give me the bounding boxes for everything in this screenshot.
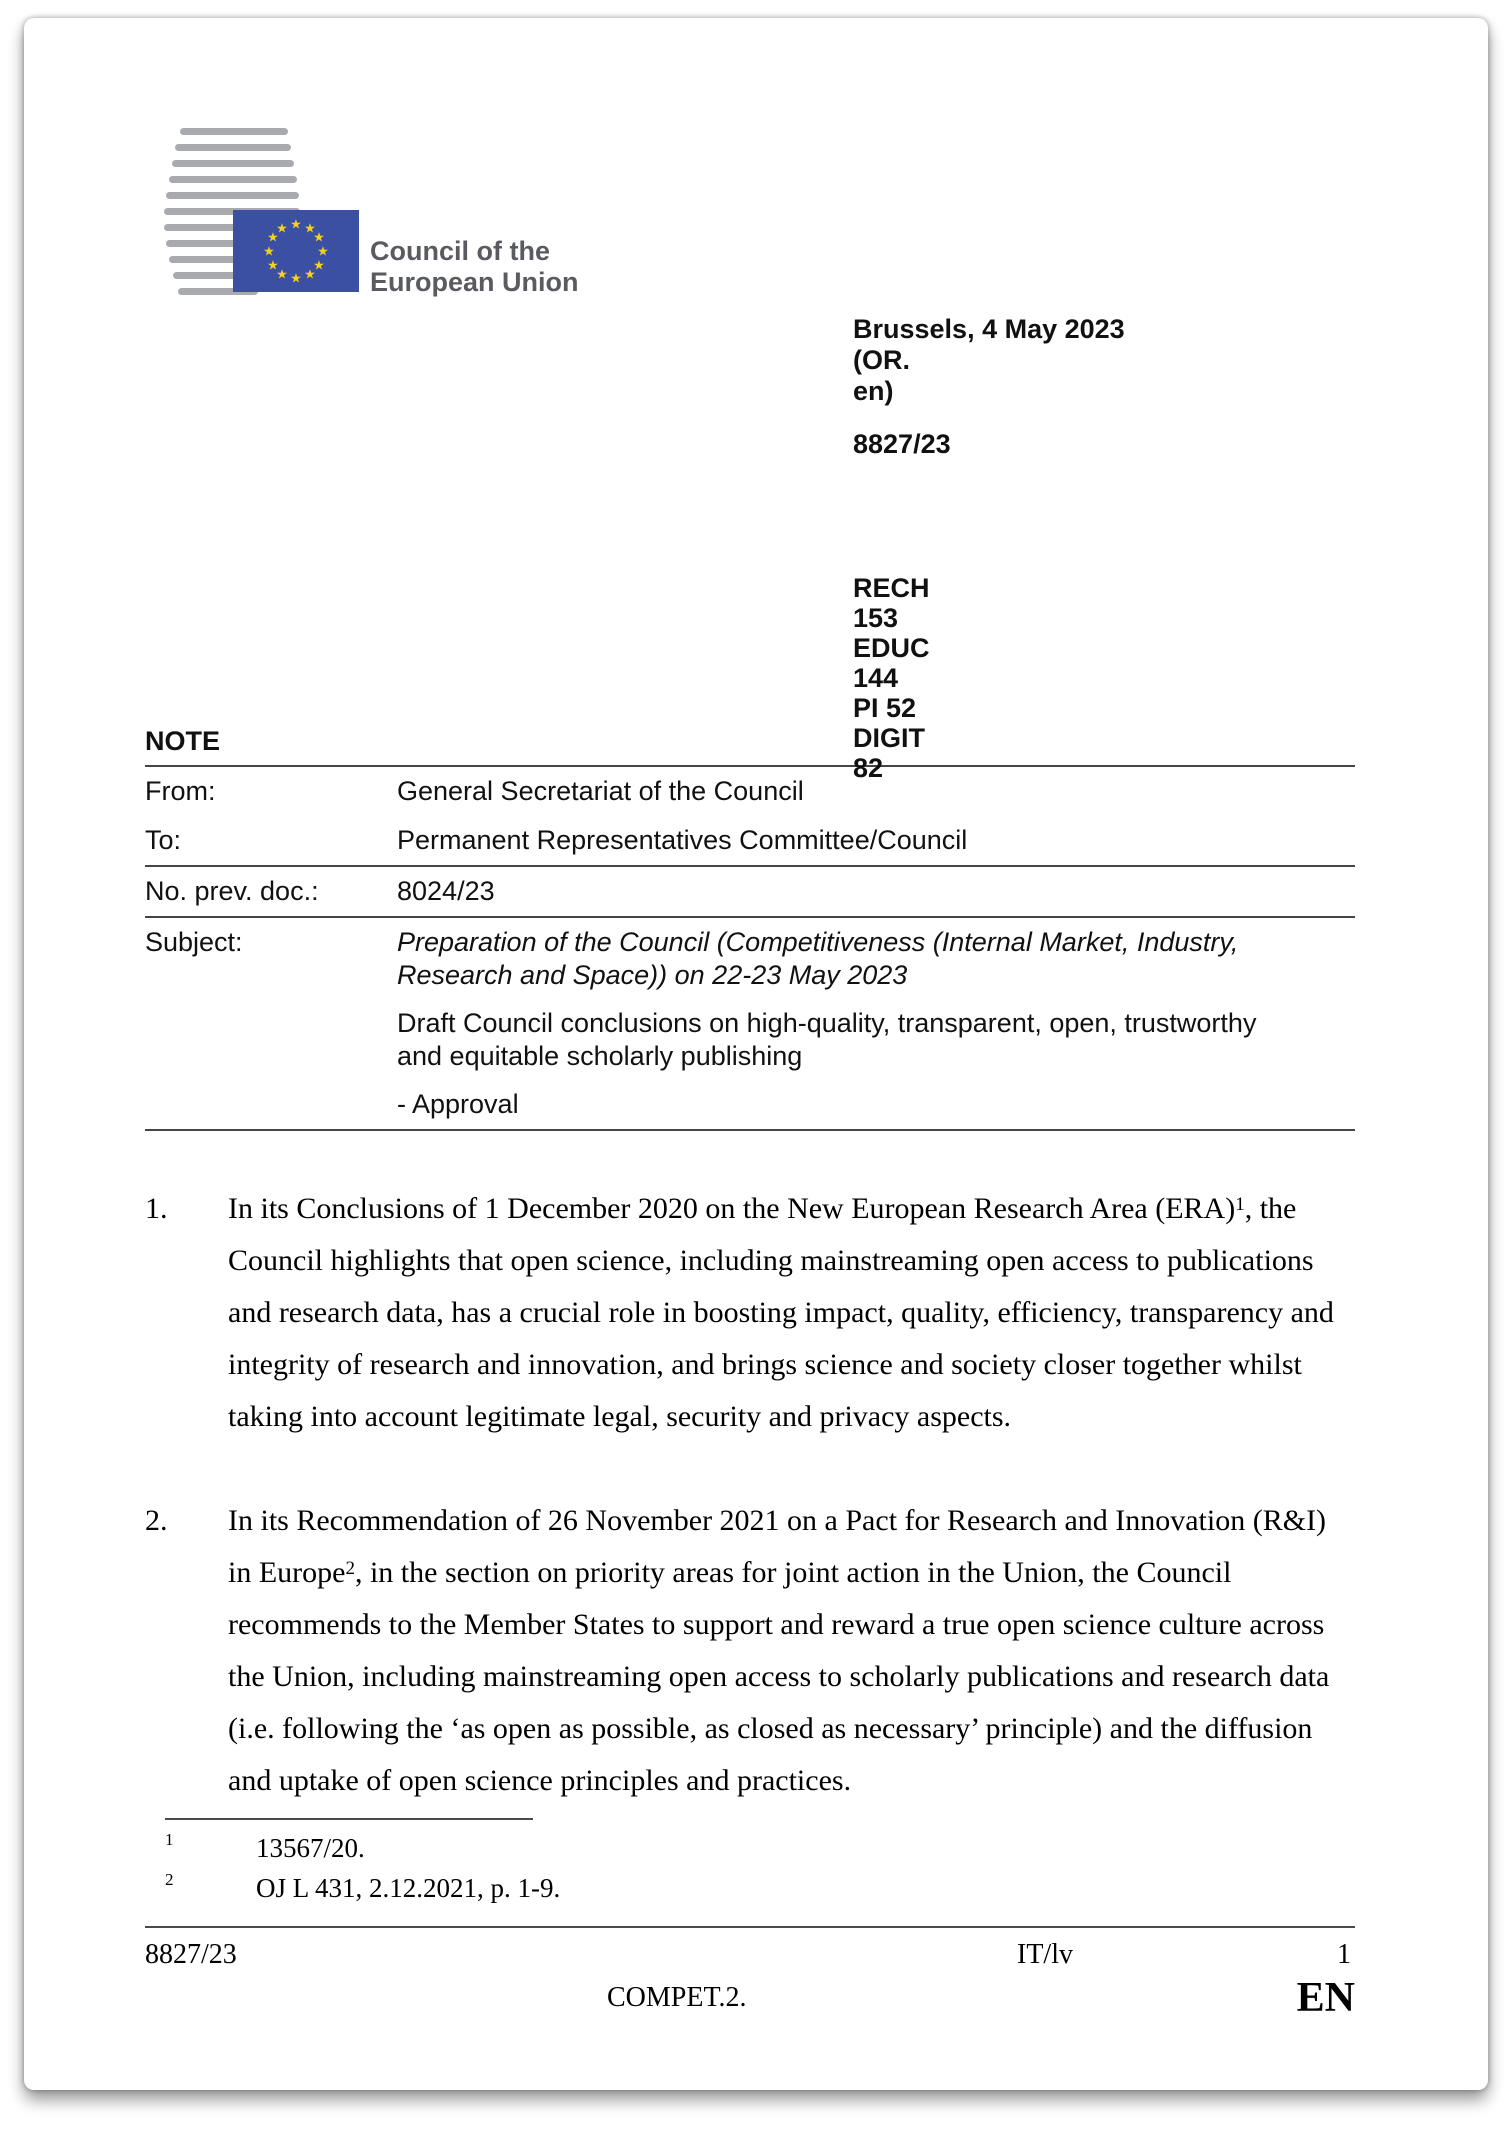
subject-title: Draft Council conclusions on high-quality, transparent, open, trustworthy and equitable scholarly publishing: [397, 1008, 1257, 1071]
row-label: To:: [145, 825, 182, 855]
note-heading: NOTE: [145, 726, 221, 756]
footer-doc-number: 8827/23: [145, 1939, 237, 1970]
paragraph-1: [145, 1183, 1355, 1443]
subject-approval: - Approval: [397, 1089, 519, 1119]
eu-star-icon: ★: [304, 220, 316, 236]
org-name: [370, 236, 579, 298]
divider: [145, 1129, 1355, 1131]
lantern-line: [175, 144, 291, 151]
eu-flag-icon: [233, 210, 359, 292]
footnote-reference: 2: [345, 1558, 355, 1579]
org-name-line2: European Union: [370, 267, 579, 297]
paragraph-2: [145, 1495, 1355, 1807]
document-page: [24, 18, 1488, 2090]
eu-star-icon: ★: [267, 257, 279, 273]
footer-language: EN: [1296, 1975, 1355, 2021]
footnote-reference: 1: [1235, 1194, 1245, 1215]
footnote-text: 13567/20.: [256, 1833, 365, 1863]
table-row: [145, 867, 1355, 916]
page-bottom: [145, 1818, 1355, 2032]
eu-star-icon: ★: [267, 229, 279, 245]
footnote-number: 2: [165, 1870, 174, 1889]
footnote-number: 1: [165, 1830, 174, 1849]
paragraph-text: [228, 1495, 1355, 1807]
footnote-text: OJ L 431, 2.12.2021, p. 1-9.: [256, 1873, 561, 1903]
original-language: (OR. en): [853, 345, 910, 406]
footnote: [165, 1868, 1355, 1908]
eu-star-icon: ★: [290, 270, 302, 286]
footnote-separator: [165, 1818, 533, 1820]
eu-star-icon: ★: [276, 266, 288, 282]
lantern-line: [180, 128, 288, 135]
table-row: [145, 816, 1355, 865]
footer-page-number: 1: [1337, 1939, 1351, 1970]
eu-star-icon: ★: [317, 243, 329, 259]
eu-star-icon: ★: [304, 266, 316, 282]
subject-code: DIGIT 82: [853, 723, 925, 783]
eu-star-icon: ★: [263, 243, 275, 259]
subject-meeting: Preparation of the Council (Competitiveness (Internal Market, Industry, Research and Space)) on 22-23 May 2023: [397, 927, 1239, 990]
subject-value: [397, 926, 1355, 1121]
lantern-line: [172, 160, 294, 167]
footer-initials: IT/lv: [1017, 1939, 1073, 1970]
row-value: Permanent Representatives Committee/Council: [397, 825, 968, 855]
org-name-line1: Council of the: [370, 236, 550, 266]
eu-star-icon: ★: [276, 220, 288, 236]
row-label: No. prev. doc.:: [145, 876, 319, 906]
subject-row: [145, 918, 1355, 1129]
paragraph-text: [228, 1183, 1355, 1443]
footer-line-1: [145, 1938, 1355, 1976]
subject-code: EDUC 144: [853, 633, 930, 693]
footer-line-2: [145, 1976, 1355, 2032]
place-and-date: Brussels, 4 May 2023: [853, 314, 1125, 344]
paragraph-text-post: , the Council highlights that open science, including mainstreaming open access to publications and research data, has a crucial role in boosting impact, quality, efficiency, transparency and integrity of research and innovation, and brings science and society closer together whilst taking into account legitimate legal, security and privacy aspects.: [228, 1192, 1334, 1433]
lantern-line: [169, 176, 297, 183]
subject-code: PI 52: [853, 693, 917, 723]
row-value: 8024/23: [397, 876, 495, 906]
note-from-to-section: [145, 767, 1355, 865]
row-label: From:: [145, 776, 216, 806]
eu-star-icon: ★: [313, 229, 325, 245]
table-row: [145, 767, 1355, 816]
numbered-paragraphs: [145, 1183, 1355, 1807]
row-value: General Secretariat of the Council: [397, 776, 804, 806]
footnote: [165, 1828, 1355, 1868]
paragraph-number: 1.: [145, 1192, 168, 1225]
subject-code: RECH 153: [853, 573, 930, 633]
eu-star-icon: ★: [313, 257, 325, 273]
paragraph-number: 2.: [145, 1504, 168, 1537]
document-number: 8827/23: [853, 429, 951, 459]
lantern-line: [166, 192, 299, 199]
paragraph-text-pre: In its Conclusions of 1 December 2020 on the New European Research Area (ERA): [228, 1192, 1236, 1225]
eu-star-icon: ★: [290, 216, 302, 232]
footer-divider: [145, 1926, 1355, 1928]
paragraph-text-post: , in the section on priority areas for joint action in the Union, the Council recommends to the Member States to support and reward a true open science culture across the Union, including mainstreaming open access to scholarly publications and research data (i.e. following the ‘as open as possible, as closed as necessary’ principle) and the diffusion and uptake of open science principles and practices.: [228, 1556, 1330, 1797]
subject-codes: [853, 573, 930, 783]
paragraph-text-pre: In its Recommendation of 26 November 2021 on a Pact for Research and Innovation (R&I) in Europe: [228, 1504, 1327, 1589]
footer-unit: COMPET.2.: [607, 1982, 747, 2013]
row-label: Subject:: [145, 927, 243, 957]
